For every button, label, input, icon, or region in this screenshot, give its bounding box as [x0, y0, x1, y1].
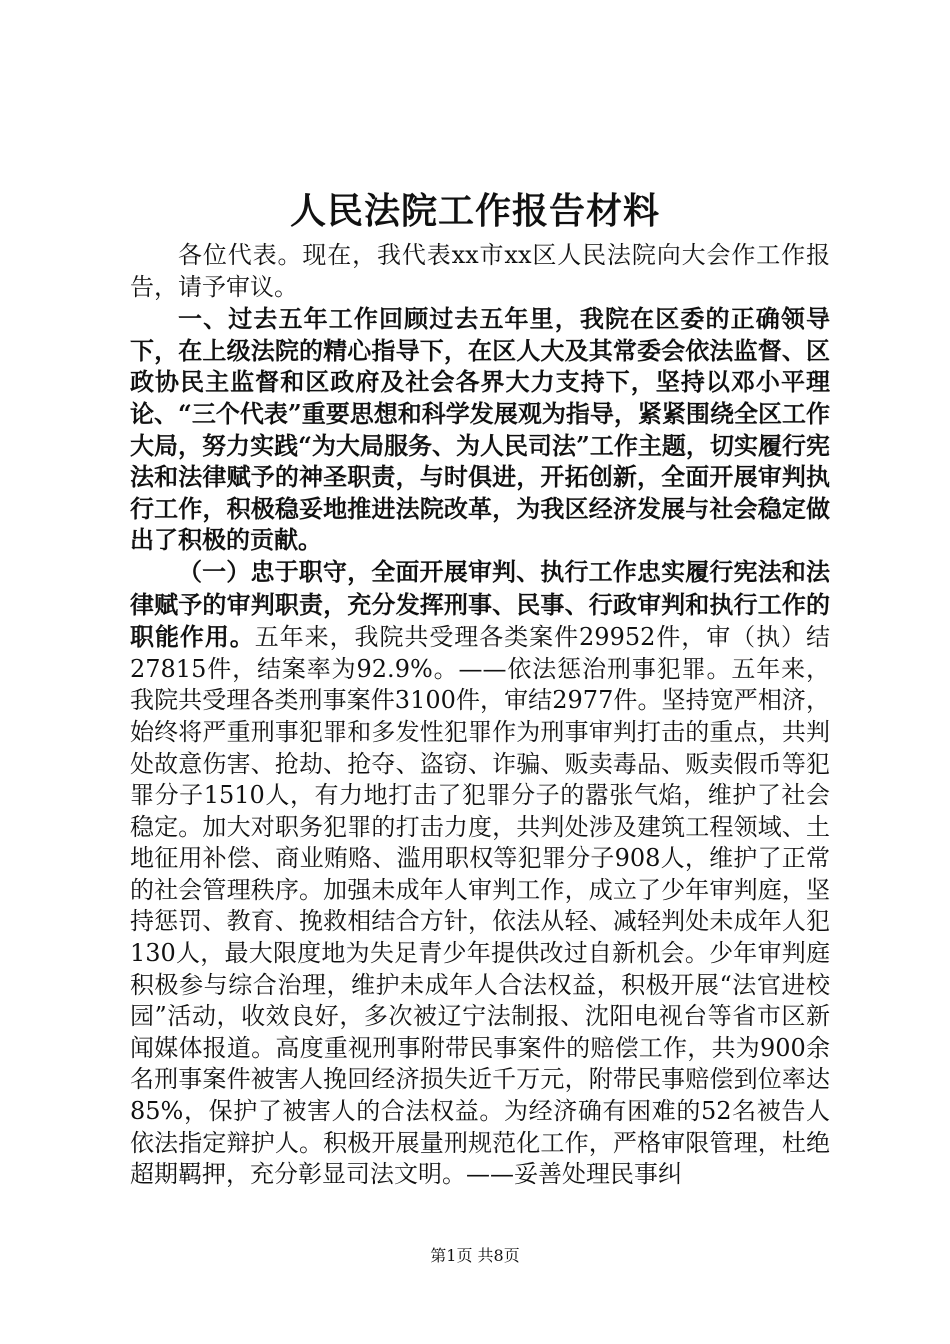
page-number: 第1页 共8页 [430, 1246, 520, 1265]
document-body [130, 240, 830, 1191]
section-1-1-heading: （一）忠于职守，全面开展审判、执行工作忠实履行宪法和法律赋予的审判职责，充分发挥刑事、民事、行政审判和执行工作的职能作用。 [130, 556, 830, 652]
section-1-paragraph: 一、过去五年工作回顾过去五年里，我院在区委的正确领导下，在上级法院的精心指导下，在区人大及其常委会依法监督、区政协民主监督和区政府及社会各界大力支持下，坚持以邓小平理论、“三个代表”重要思想和科学发展观为指导，紧紧围绕全区工作大局，努力实践“为大局服务、为人民司法”工作主题，切实履行宪法和法律赋予的神圣职责，与时俱进，开拓创新，全面开展审判执行工作，积极稳妥地推进法院改革，为我区经济发展与社会稳定做出了积极的贡献。 [130, 304, 830, 555]
document-title: 人民法院工作报告材料 [289, 190, 660, 232]
section-1-1-paragraph [130, 556, 830, 1191]
section-1-1-body: 五年来，我院共受理各类案件29952件，审（执）结27815件，结案率为92.9%。——依法惩治刑事犯罪。五年来，我院共受理各类刑事案件3100件，审结2977件。坚持宽严相济，始终将严重刑事犯罪和多发性犯罪作为刑事审判打击的重点，共判处故意伤害、抢劫、抢夺、盗窃、诈骗、贩卖毒品、贩卖假币等犯罪分子1510人，有力地打击了犯罪分子的嚣张气焰，维护了社会稳定。加大对职务犯罪的打击力度，共判处涉及建筑工程领域、土地征用补偿、商业贿赂、滥用职权等犯罪分子908人，维护了正常的社会管理秩序。加强未成年人审判工作，成立了少年审判庭，坚持惩罚、教育、挽救相结合方针，依法从轻、减轻判处未成年人犯130人，最大限度地为失足青少年提供改过自新机会。少年审判庭积极参与综合治理，维护未成年人合法权益，积极开展“法官进校园”活动，收效良好，多次被辽宁法制报、沈阳电视台等省市区新闻媒体报道。高度重视刑事附带民事案件的赔偿工作，共为900余名刑事案件被害人挽回经济损失近千万元，附带民事赔偿到位率达85%，保护了被害人的合法权益。为经济确有困难的52名被告人依法指定辩护人。积极开展量刑规范化工作，严格审限管理，杜绝超期羁押，充分彰显司法文明。——妥善处理民事纠 [130, 623, 830, 1189]
intro-paragraph: 各位代表。现在，我代表xx市xx区人民法院向大会作工作报告，请予审议。 [130, 241, 830, 301]
